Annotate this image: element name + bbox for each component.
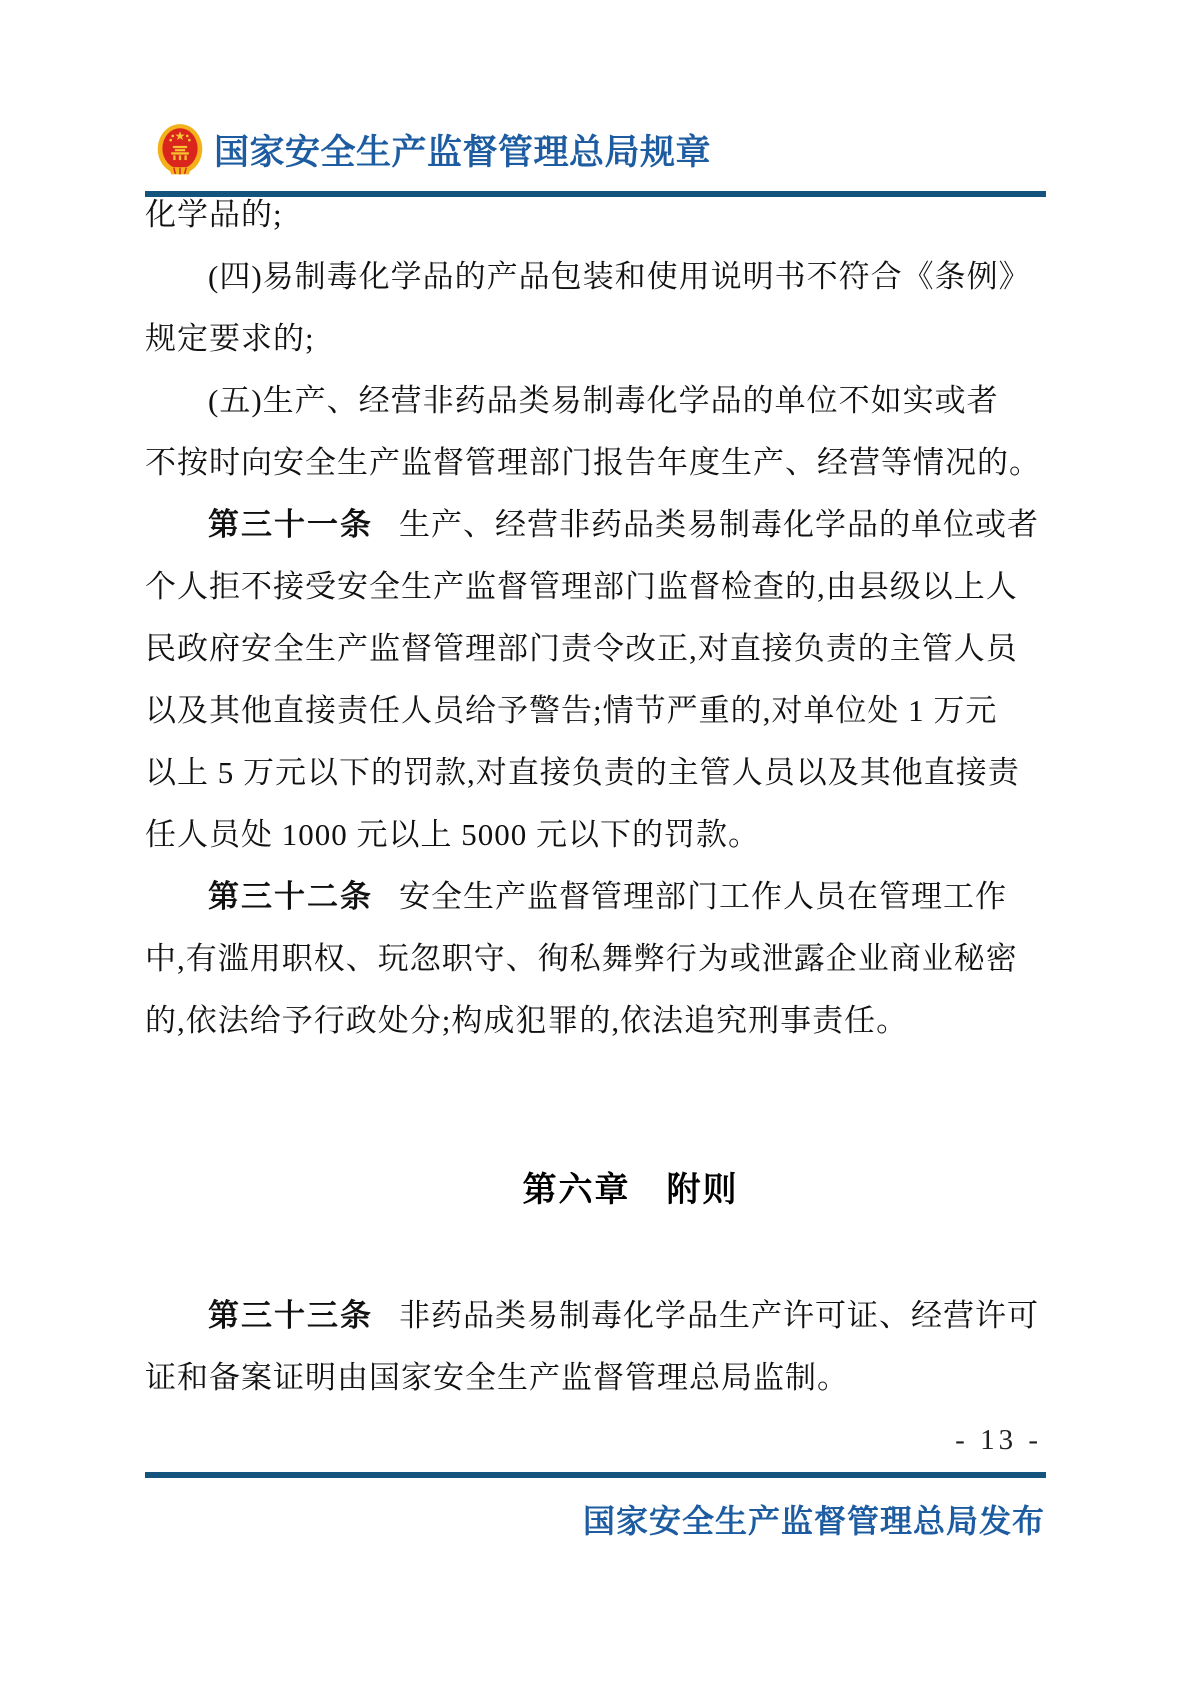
line-text: 中,有滥用职权、玩忽职守、徇私舞弊行为或泄露企业商业秘密 <box>145 941 1018 976</box>
line-text: 的,依法给予行政处分;构成犯罪的,依法追究刑事责任。 <box>145 1003 909 1038</box>
text-line <box>145 1285 1046 1347</box>
article-number: 第三十二条 <box>208 879 373 914</box>
line-text: 不按时向安全生产监督管理部门报告年度生产、经营等情况的。 <box>145 445 1041 480</box>
line-text: 民政府安全生产监督管理部门责令改正,对直接负责的主管人员 <box>145 631 1018 666</box>
body-text <box>145 184 1046 1052</box>
document-header <box>155 122 711 178</box>
line-text: 非药品类易制毒化学品生产许可证、经营许可 <box>399 1298 1039 1333</box>
text-line <box>145 742 1046 804</box>
closing-text <box>145 1285 1046 1409</box>
text-line <box>145 618 1046 680</box>
text-line <box>145 494 1046 556</box>
line-text: 生产、经营非药品类易制毒化学品的单位或者 <box>399 507 1039 542</box>
text-line <box>145 308 1046 370</box>
national-emblem-icon <box>155 122 205 178</box>
text-line <box>145 866 1046 928</box>
page-title: 国家安全生产监督管理总局规章 <box>214 133 712 172</box>
text-line <box>145 1347 1046 1409</box>
text-line <box>145 804 1046 866</box>
text-line <box>145 680 1046 742</box>
text-line <box>145 184 1046 246</box>
line-text: (四)易制毒化学品的产品包装和使用说明书不符合《条例》 <box>208 259 1031 294</box>
footer-rule <box>145 1472 1046 1478</box>
line-text: 证和备案证明由国家安全生产监督管理总局监制。 <box>145 1360 849 1395</box>
text-line <box>145 246 1046 308</box>
text-line <box>145 370 1046 432</box>
article-number: 第三十三条 <box>208 1298 373 1333</box>
line-text: 以及其他直接责任人员给予警告;情节严重的,对单位处 1 万元 <box>145 693 998 728</box>
line-text: 个人拒不接受安全生产监督管理部门监督检查的,由县级以上人 <box>145 569 1018 604</box>
line-text: (五)生产、经营非药品类易制毒化学品的单位不如实或者 <box>208 383 999 418</box>
line-text: 化学品的; <box>145 197 283 232</box>
text-line <box>145 928 1046 990</box>
line-text: 以上 5 万元以下的罚款,对直接负责的主管人员以及其他直接责 <box>145 755 1020 790</box>
text-line <box>145 432 1046 494</box>
line-text: 规定要求的; <box>145 321 315 356</box>
page-number: - 13 - <box>955 1424 1042 1456</box>
article-number: 第三十一条 <box>208 507 373 542</box>
line-text: 任人员处 1000 元以上 5000 元以下的罚款。 <box>145 817 760 852</box>
publisher-label: 国家安全生产监督管理总局发布 <box>582 1503 1045 1539</box>
chapter-heading: 第六章 附则 <box>522 1171 739 1209</box>
text-line <box>145 990 1046 1052</box>
text-line <box>145 556 1046 618</box>
line-text: 安全生产监督管理部门工作人员在管理工作 <box>399 879 1007 914</box>
